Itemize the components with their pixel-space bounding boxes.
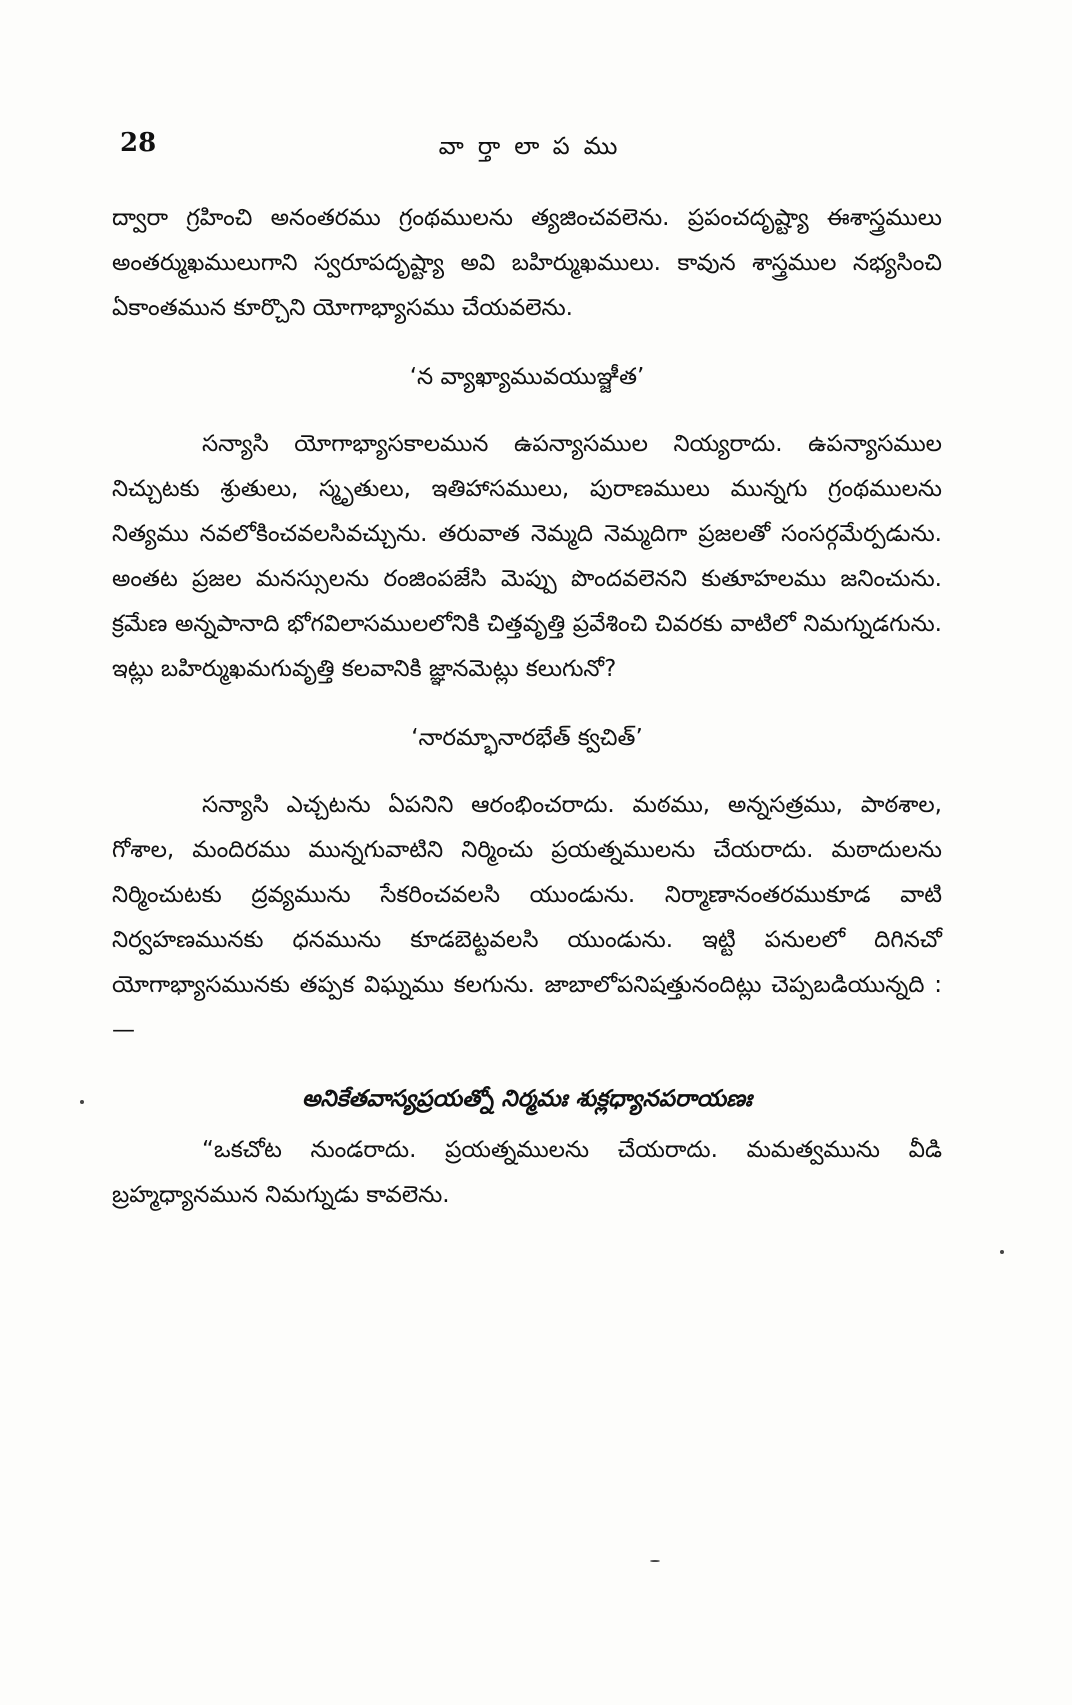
scan-speck — [1000, 1250, 1004, 1254]
sloka-quote: అనికేతవాస్యప్రయత్నో నిర్మమః శుక్లధ్యానపరాయణః — [302, 1086, 752, 1112]
paragraph-4: “ఒకచోట నుండరాదు. ప్రయత్నములను చేయరాదు. మమత్వమును వీడి బ్రహ్మధ్యానమున నిమగ్నుడు కావలెను. — [112, 1137, 942, 1208]
page-header — [120, 128, 950, 168]
paragraph-1: ద్వారా గ్రహించి అనంతరము గ్రంథములను త్యజించవలెను. ప్రపంచదృష్ట్యా ఈశాస్త్రములు అంతర్ముఖములుగాని స్వరూపదృష్ట్యా అవి బహిర్ముఖములు. కావున శాస్త్రముల నభ్యసించి ఏకాంతమున కూర్చొని యోగాభ్యాసము చేయవలెను. — [112, 205, 942, 321]
section-heading-2: ‘నారమ్భానారభేత్ క్వచిత్’ — [411, 725, 643, 751]
paragraph-3: సన్యాసి ఎచ్చటను ఏపనిని ఆరంభించరాదు. మఠము, అన్నసత్రము, పాఠశాల, గోశాల, మందిరము మున్నగువాటిని నిర్మించు ప్రయత్నములను చేయరాదు. మఠాదులను నిర్మించుటకు ద్రవ్యమును సేకరించవలసి యుండును. నిర్మాణానంతరముకూడ వాటి నిర్వహణమునకు ధనమును కూడబెట్టవలసి యుండును. ఇట్టి పనులలో దిగినచో యోగాభ్యాసమునకు తప్పక విఘ్నము కలగును. జాబాలోపనిషత్తునందిట్లు చెప్పబడియున్నది :— — [112, 792, 942, 1043]
page-body — [112, 196, 942, 1242]
page-number: 28 — [120, 128, 157, 158]
paragraph-2: సన్యాసి యోగాభ్యాసకాలమున ఉపన్యాసముల నియ్యరాదు. ఉపన్యాసముల నిచ్చుటకు శ్రుతులు, స్మృతులు, ఇతిహాసములు, పురాణములు మున్నగు గ్రంథములను నిత్యము నవలోకించవలసివచ్చును. తరువాత నెమ్మది నెమ్మదిగా ప్రజలతో సంసర్గమేర్పడును. అంతట ప్రజల మనస్సులను రంజింపజేసి మెప్పు పొందవలెనని కుతూహలము జనించును. క్రమేణ అన్నపానాది భోగవిలాసములలోనికి చిత్తవృత్తి ప్రవేశించి చివరకు వాటిలో నిమగ్నుడగును. ఇట్లు బహిర్ముఖమగువృత్తి కలవానికి జ్ఞానమెట్లు కలుగునో? — [112, 431, 942, 682]
section-heading-1: ‘న వ్యాఖ్యామువయుఞ్జీత’ — [409, 364, 645, 390]
scan-speck — [650, 1560, 660, 1562]
scan-speck — [80, 1100, 84, 1104]
running-title: వార్తాలాపము — [438, 132, 632, 160]
